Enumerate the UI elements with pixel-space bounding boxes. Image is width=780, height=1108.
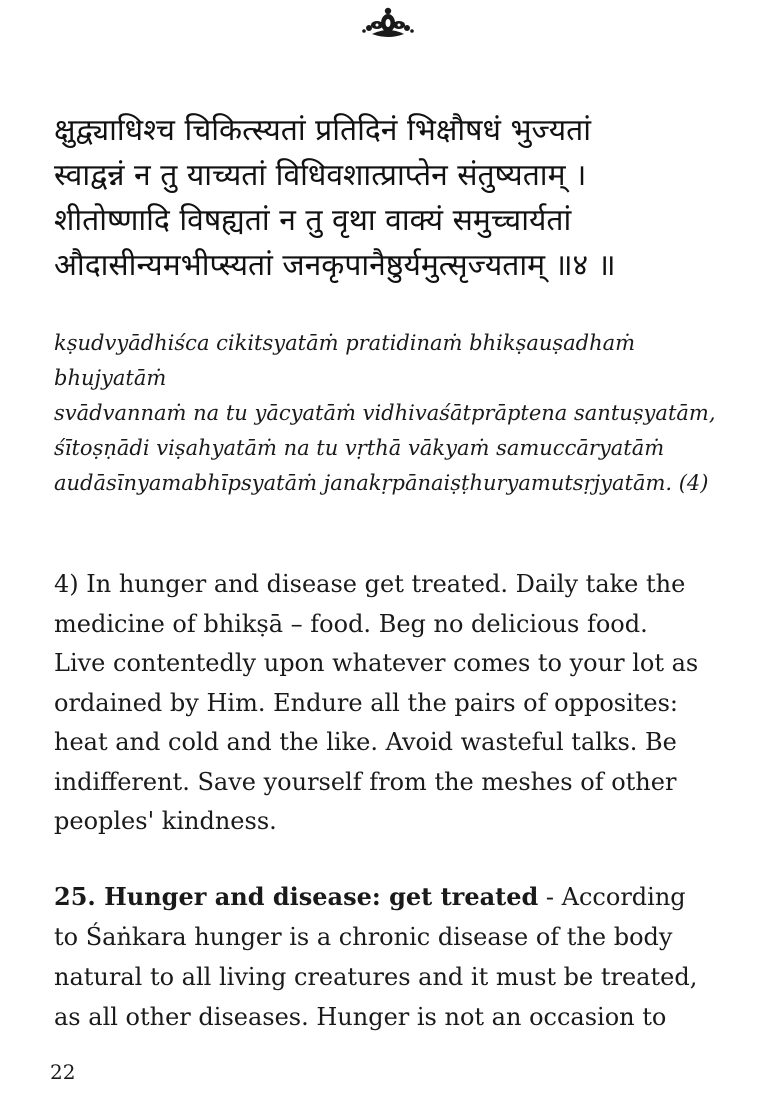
transliteration-line: kṣudvyādhiśca cikitsyatāṁ pratidinaṁ bhikṣauṣadhaṁ bbox=[54, 331, 636, 355]
commentary-line: as all other diseases. Hunger is not an occasion to bbox=[54, 1003, 667, 1031]
commentary-first-line bbox=[54, 877, 734, 917]
translation-line: indifferent. Save yourself from the meshes of other bbox=[54, 767, 677, 796]
translation-line: 4) In hunger and disease get treated. Daily take the bbox=[54, 570, 686, 598]
translation-line: medicine of bhikṣā – food. Beg no delicious food. bbox=[54, 609, 648, 638]
translation-paragraph bbox=[54, 565, 734, 842]
commentary-line: natural to all living creatures and it must be treated, bbox=[54, 963, 698, 991]
transliteration-line: bhujyatāṁ bbox=[54, 366, 167, 390]
translation-line: Live contentedly upon whatever comes to your lot as bbox=[54, 649, 699, 677]
translation-line: heat and cold and the like. Avoid wasteful talks. Be bbox=[54, 728, 677, 756]
sanskrit-verse bbox=[54, 108, 754, 288]
commentary-heading: 25. Hunger and disease: get treated bbox=[54, 882, 539, 911]
commentary-paragraph bbox=[54, 877, 734, 1037]
transliteration-line: audāsīnyamabhīpsyatāṁ janakṛpānaiṣṭhuryamutsṛjyatām. (4) bbox=[54, 471, 709, 495]
ornament-icon bbox=[358, 6, 418, 40]
translation-line: ordained by Him. Endure all the pairs of opposites: bbox=[54, 688, 679, 717]
transliteration bbox=[54, 326, 744, 501]
transliteration-line: śītoṣṇādi viṣahyatāṁ na tu vṛthā vākyaṁ samuccāryatāṁ bbox=[54, 436, 665, 460]
page-number: 22 bbox=[50, 1060, 76, 1084]
transliteration-line: svādvannaṁ na tu yācyatāṁ vidhivaśātprāptena santuṣyatām, bbox=[54, 401, 716, 425]
sanskrit-line: औदासीन्यमभीप्स्यतां जनकृपानैष्ठुर्यमुत्सृज्यताम् ॥४ ॥ bbox=[54, 248, 616, 283]
commentary-first-line-text: - According bbox=[538, 883, 686, 911]
sanskrit-line: शीतोष्णादि विषह्यतां न तु वृथा वाक्यं समुच्चार्यतां bbox=[54, 203, 572, 238]
commentary-line: to Śaṅkara hunger is a chronic disease of the body bbox=[54, 923, 673, 951]
sanskrit-line: स्वाद्वन्नं न तु याच्यतां विधिवशात्प्राप्तेन संतुष्यताम् । bbox=[54, 158, 587, 193]
translation-line: peoples' kindness. bbox=[54, 807, 277, 835]
sanskrit-line: क्षुद्व्याधिश्च चिकित्स्यतां प्रतिदिनं भिक्षौषधं भुज्यतां bbox=[54, 113, 591, 148]
